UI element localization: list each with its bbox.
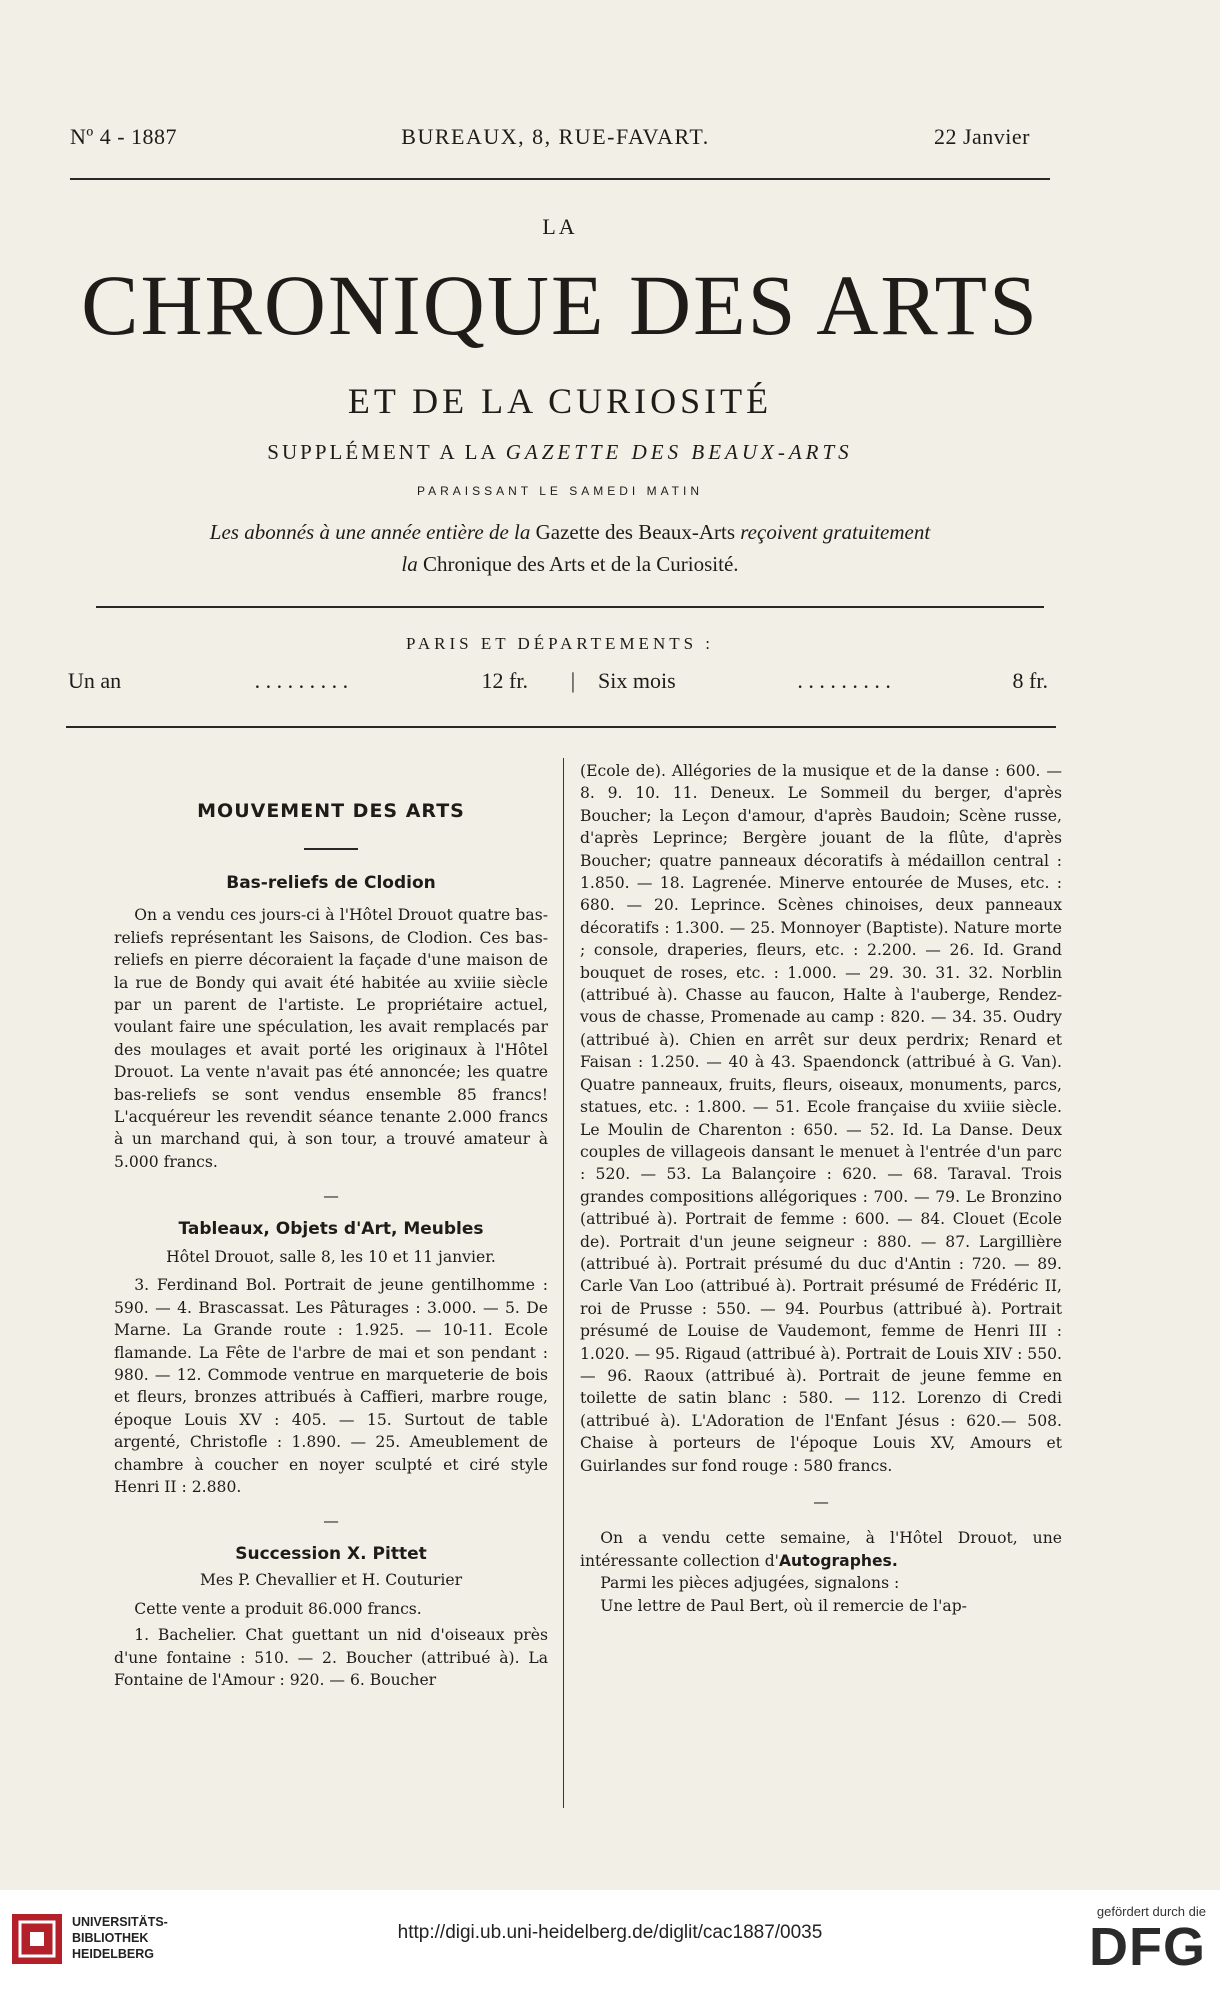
notice-gazette: Gazette des Beaux-Arts <box>535 520 736 544</box>
autographes-bold: Autographes. <box>778 1551 898 1570</box>
issue-number: Nº 4 - 1887 <box>70 124 178 149</box>
article-body-paul-bert: Une lettre de Paul Bert, où il remercie de l'ap- <box>600 1596 967 1615</box>
article-subtitle-tableaux: Hôtel Drouot, salle 8, les 10 et 11 janvier. <box>166 1248 496 1266</box>
publication-frequency: PARAISSANT LE SAMEDI MATIN <box>416 484 704 498</box>
article-body-clodion: On a vendu ces jours-ci à l'Hôtel Drouot quatre bas-reliefs représentant les Saisons, de Clodion. Ces bas-reliefs en pierre décoraient la façade d'une maison de la rue de Bondy qui avait été habitée au xviiie siècle par un parent de l'artiste. Le propriétaire actuel, voulant faire une spéculation, les avait remplacés par des moulages et avait porté les originaux à l'Hôtel Drouot. La vente n'avait pas été annoncée; les quatre bas-reliefs se sont vendus ensemble 85 francs! L'acquéreur les revendit séance tenante 2.000 francs à un marchand qui, à son tour, a trouvé amateur à 5.000 francs. <box>114 906 548 1171</box>
price-six-months <box>588 668 1048 694</box>
journal-title: CHRONIQUE DES ARTS <box>81 257 1039 353</box>
funding-caption: gefördert durch die <box>1096 1904 1206 1919</box>
autographes-text: On a vendu cette semaine, à l'Hôtel Drouot, une intéressante collection d' <box>580 1529 1062 1570</box>
price-year-label: Un an <box>68 668 122 693</box>
notice-chronique: Chronique des Arts et de la Curiosité. <box>423 552 739 576</box>
supplement-journal: GAZETTE DES BEAUX-ARTS <box>505 440 853 464</box>
section-heading: MOUVEMENT DES ARTS <box>197 800 465 822</box>
supplement-line <box>0 440 1120 465</box>
dfg-logo-icon: DFG <box>1089 1917 1206 1977</box>
article-subtitle-pittet: Mes P. Chevallier et H. Couturier <box>199 1571 463 1590</box>
article-body-pittet-total: Cette vente a produit 86.000 francs. <box>134 1599 422 1618</box>
price-year <box>68 668 558 694</box>
article-body-continued: (Ecole de). Allégories de la musique et de la danse : 600. — 8. 9. 10. 11. Deneux. Le Sommeil du berger, d'après Boucher; la Leçon d'amour, d'après Baudoin; Scène russe, d'après Leprince; Bergère jouant de la flûte, d'après Boucher; quatre panneaux décoratifs à médaillon central : 1.850. — 18. Lagrenée. Minerve entourée de Muses, etc. : 680. — 20. Leprince. Scènes chinoises, deux panneaux décoratifs : 1.300. — 25. Monnoyer (Baptiste). Nature morte ; console, draperies, fleurs, etc. : 2.200. — 26. Id. Grand bouquet de roses, etc. : 1.000. — 29. 30. 31. 32. Norblin (attribué à). Chasse au faucon, Halte à l'auberge, Rendez-vous de chasse, Promenade au camp : 820. — 34. 35. Oudry (attribué à). Chien en arrêt sur deux perdrix; Renard et Faisan : 1.250. — 40 à 43. Spaendonck (attribué à G. Van). Quatre panneaux, fruits, fleurs, oiseaux, monuments, parcs, statues, etc. : 1.800. — 51. Ecole française du xviiie siècle. Le Moulin de Charenton : 650. — 52. Id. La Danse. Deux couples de villageois dansant le menuet à l'entrée d'un parc : 520. — 53. La Balançoire : 620. — 68. Taraval. Trois grandes compositions allégoriques : 700. — 79. Le Bronzino (attribué à). Portrait de femme : 600. — 84. Clouet (Ecole de). Portrait d'un jeune seigneur : 880. — 87. Largillière (attribué à). Portrait présumé du duc d'Antin : 720. — 89. Carle Van Loo (attribué à). Portrait présumé de Frédéric II, roi de Prusse : 550. — 94. Pourbus (attribué à). Portrait présumé de Louise de Vaudemont, femme de Henri III : 1.020. — 95. Rigaud (attribué à). Portrait de Louis XIV : 550. — 96. Raoux (attribué à). Portrait de jeune femme en toilette de satin blanc : 580. — 112. Lorenzo di Credi (attribué à). L'Adoration de l'Enfant Jésus : 620.— 508. Chaise à porteurs de l'époque Louis XV, Amours et Guirlandes sur fond rouge : 580 francs. <box>580 762 1062 1475</box>
masthead-line <box>70 124 1030 150</box>
subscription-region: PARIS ET DÉPARTEMENTS : <box>405 634 715 653</box>
notice-italic-2: reçoivent gratuitement <box>740 520 931 544</box>
header-rule-1 <box>96 606 1044 608</box>
library-name-line1: UNIVERSITÄTS- <box>72 1915 168 1929</box>
separator-dash: — <box>323 1512 339 1531</box>
article-body-autographes <box>580 1527 1062 1572</box>
subscriber-notice <box>110 516 1030 580</box>
price-year-dots: . . . . . . . . . <box>254 668 349 693</box>
separator-dash: — <box>323 1187 339 1206</box>
notice-italic-3: la <box>401 552 418 576</box>
title-article: LA <box>542 214 578 239</box>
article-title-clodion: Bas-reliefs de Clodion <box>226 872 436 893</box>
issue-date: 22 Janvier <box>933 124 1030 149</box>
subscription-prices <box>68 668 1048 694</box>
article-title-tableaux: Tableaux, Objets d'Art, Meubles <box>178 1218 484 1239</box>
price-six-value: 8 fr. <box>1012 668 1048 693</box>
right-column <box>580 760 1062 1617</box>
left-column <box>114 800 548 1691</box>
separator-dash: — <box>813 1493 829 1511</box>
article-body-pittet-lots: 1. Bachelier. Chat guettant un nid d'oiseaux près d'une fontaine : 510. — 2. Boucher (attribué à). La Fontaine de l'Amour : 920. — 6. Boucher <box>114 1626 548 1689</box>
header-rule-2 <box>66 726 1056 728</box>
price-six-label: Six mois <box>598 668 676 693</box>
office-address: BUREAUX, 8, RUE-FAVART. <box>401 124 710 149</box>
price-separator: | <box>570 668 576 693</box>
article-title-pittet: Succession X. Pittet <box>235 1543 427 1564</box>
notice-italic-1: Les abonnés à une année entière de la <box>209 520 531 544</box>
journal-subtitle: ET DE LA CURIOSITÉ <box>347 381 773 421</box>
permalink-url[interactable]: http://digi.ub.uni-heidelberg.de/diglit/cac1887/0035 <box>397 1922 823 1943</box>
library-name-line3: HEIDELBERG <box>72 1947 154 1961</box>
article-body-tableaux: 3. Ferdinand Bol. Portrait de jeune gentilhomme : 590. — 4. Brascassat. Les Pâturages : 3.000. — 5. De Marne. La Grande route : 1.925. — 10-11. Ecole flamande. La Fête de l'arbre de mai et son pendant : 980. — 12. Commode ventrue en marqueterie de bois et fleurs, bronzes attribués à Caffieri, marbre rouge, époque Louis XV : 405. — 15. Surtout de table argenté, Christofle : 1.890. — 25. Ameublement de chambre à coucher en noyer sculpté et ciré style Henri II : 2.880. <box>114 1276 548 1497</box>
supplement-prefix: SUPPLÉMENT A LA <box>267 440 498 464</box>
column-divider <box>563 758 564 1808</box>
masthead-rule <box>70 178 1050 180</box>
article-body-signalons: Parmi les pièces adjugées, signalons : <box>600 1574 900 1593</box>
library-name-line2: BIBLIOTHEK <box>72 1931 149 1945</box>
price-year-value: 12 fr. <box>481 668 528 693</box>
price-six-dots: . . . . . . . . . <box>797 668 891 693</box>
funding-logo[interactable] <box>1086 1904 1206 1975</box>
